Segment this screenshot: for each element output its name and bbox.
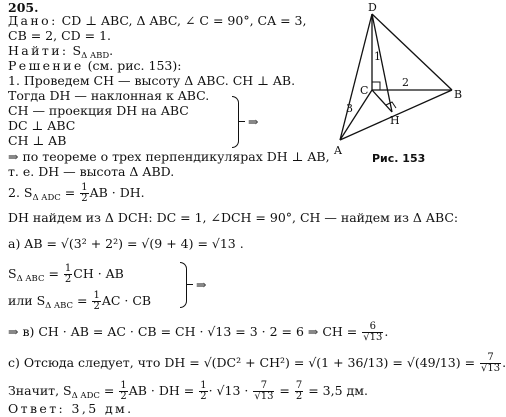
dh-den-2: √13	[254, 391, 274, 402]
seven-half	[295, 381, 303, 402]
line-c-text: с) Отсюда следует, что DH = √(DC² + CH²) = √(1 + 36/13) = √(49/13) =	[8, 355, 476, 370]
half-fraction-2	[64, 264, 72, 285]
figure-153	[330, 2, 475, 160]
half-fraction-3	[92, 291, 100, 312]
half-num: 1	[81, 182, 88, 193]
right-brace-1	[232, 96, 239, 148]
answer-line: Ответ: 3,5 дм.	[8, 401, 134, 416]
dh-fraction	[480, 353, 501, 374]
or-post: AC · CB	[101, 293, 152, 308]
find-end: .	[109, 43, 114, 58]
label-H: H	[390, 114, 400, 127]
line-c: с) Отсюда следует, что DH = √(DC² + CH²) = √(1 + 36/13) = √(49/13) = $\frac{7}{√13}$ .	[8, 352, 506, 374]
or-pre: или S	[8, 293, 46, 308]
s-abc-sub: Δ ABC	[16, 274, 45, 284]
right-brace-2	[180, 262, 187, 308]
given-line-1	[8, 13, 306, 28]
line-b-text: ⇒ в) CH · AB = AC · CB = CH · √13 = 3 · 2 = 6 ⇒ CH =	[8, 324, 358, 339]
or-line: или $S_{\Delta ABC}$ = $\frac{1}{2}$ AC · CB	[8, 290, 152, 312]
ch-num: 6	[362, 322, 383, 333]
brace-tip-2	[186, 284, 193, 285]
step2-sub: Δ ADC	[32, 193, 61, 203]
half-num-3: 1	[93, 290, 100, 301]
label-C: C	[360, 84, 369, 97]
step2-line	[8, 183, 145, 204]
half-num-2: 1	[64, 263, 72, 274]
label-3: 3	[346, 102, 353, 115]
dh-fraction-2	[253, 381, 274, 402]
label-1: 1	[374, 50, 381, 63]
implies-2: ⇒	[196, 277, 207, 292]
dh-den: √13	[481, 363, 501, 374]
ch-den: √13	[363, 332, 383, 343]
step1-g: т. е. DH — высота Δ ABD.	[8, 164, 175, 179]
label-A: A	[334, 144, 342, 157]
half-fraction-4	[119, 381, 127, 402]
s-abc-post: CH · AB	[73, 266, 124, 281]
problem-number: 205.	[8, 0, 39, 15]
find-sub: Δ ABD	[81, 51, 110, 61]
find-text: S	[72, 43, 82, 58]
line-a: а) AB = √(3² + 2²) = √(9 + 4) = √13 .	[8, 236, 244, 251]
line-z-sub: Δ ADC	[71, 391, 100, 401]
half-fraction	[80, 183, 88, 204]
edge-DB	[372, 14, 452, 90]
edge-DH	[372, 14, 392, 112]
half-fraction-5	[199, 381, 207, 402]
given-label: Дано:	[8, 13, 58, 28]
step2-eq: =	[60, 185, 80, 200]
step2-s: 2. S	[8, 185, 33, 200]
step1-b: Тогда DH — наклонная к ABC.	[8, 88, 210, 103]
line-z-tail: · √13 ·	[208, 383, 249, 398]
find-label: Найти:	[8, 43, 69, 58]
solution-label: Решение	[8, 58, 84, 73]
half-num-5: 1	[200, 380, 207, 391]
half-den-2: 2	[64, 274, 72, 285]
s-abc-line: $S_{\Delta ABC}$ = $\frac{1}{2}$ CH · AB	[8, 263, 124, 285]
line-z: Значит, $S_{\Delta ADC}$ = $\frac{1}{2}$ AB · DH = $\frac{1}{2}$ · √13 · $\frac{7}{√13}$ = $\frac{7}{2}$ = 3,5 дм.	[8, 380, 368, 402]
line-dh: DH найдем из Δ DCH: DC = 1, ∠DCH = 90°, CH — найдем из Δ ABC:	[8, 210, 459, 225]
s-abc-s: S	[8, 266, 17, 281]
label-B: B	[454, 88, 463, 101]
half-den-3: 2	[93, 301, 100, 312]
half-den: 2	[81, 193, 88, 204]
edge-CH	[372, 90, 392, 112]
ch-fraction	[362, 322, 383, 343]
figure-caption: Рис. 153	[372, 152, 426, 165]
dh-num: 7	[480, 353, 501, 364]
label-D: D	[368, 1, 377, 14]
brace-tip-1	[238, 121, 245, 122]
solution-ref: (см. рис. 153):	[83, 58, 182, 73]
step1-d: DC ⊥ ABC	[8, 118, 76, 133]
step1-e: CH ⊥ AB	[8, 133, 67, 148]
half-den-5: 2	[200, 391, 207, 402]
step1-a: 1. Проведем CH — высоту Δ ABC. CH ⊥ AB.	[8, 73, 296, 88]
line-z-pre: Значит, S	[8, 383, 72, 398]
line-z-end: = 3,5 дм.	[308, 383, 368, 398]
right-angle-C	[372, 82, 380, 90]
step1-f: ⇒ по теореме о трех перпендикулярах DH ⊥ AB,	[8, 149, 330, 164]
dh-num-2: 7	[253, 381, 274, 392]
solution-line	[8, 58, 181, 73]
implies-1: ⇒	[248, 114, 259, 129]
line-z-post: AB · DH =	[128, 383, 195, 398]
label-2: 2	[402, 76, 409, 89]
given-line-2: CB = 2, CD = 1.	[8, 28, 112, 43]
half-den-4: 2	[120, 391, 127, 402]
edge-DA	[340, 14, 372, 140]
or-sub: Δ ABC	[45, 301, 74, 311]
step1-c: CH — проекция DH на ABC	[8, 103, 189, 118]
step2-post: AB · DH.	[89, 185, 145, 200]
given-text: CD ⊥ ABC, Δ ABC, ∠ C = 90°, CA = 3,	[61, 13, 307, 28]
seven-num: 7	[295, 380, 303, 391]
line-b: ⇒ в) CH · AB = AC · CB = CH · √13 = 3 · 2 = 6 ⇒ CH = $\frac{6}{√13}$ .	[8, 321, 389, 343]
seven-den: 2	[295, 391, 303, 402]
half-num-4: 1	[120, 380, 127, 391]
